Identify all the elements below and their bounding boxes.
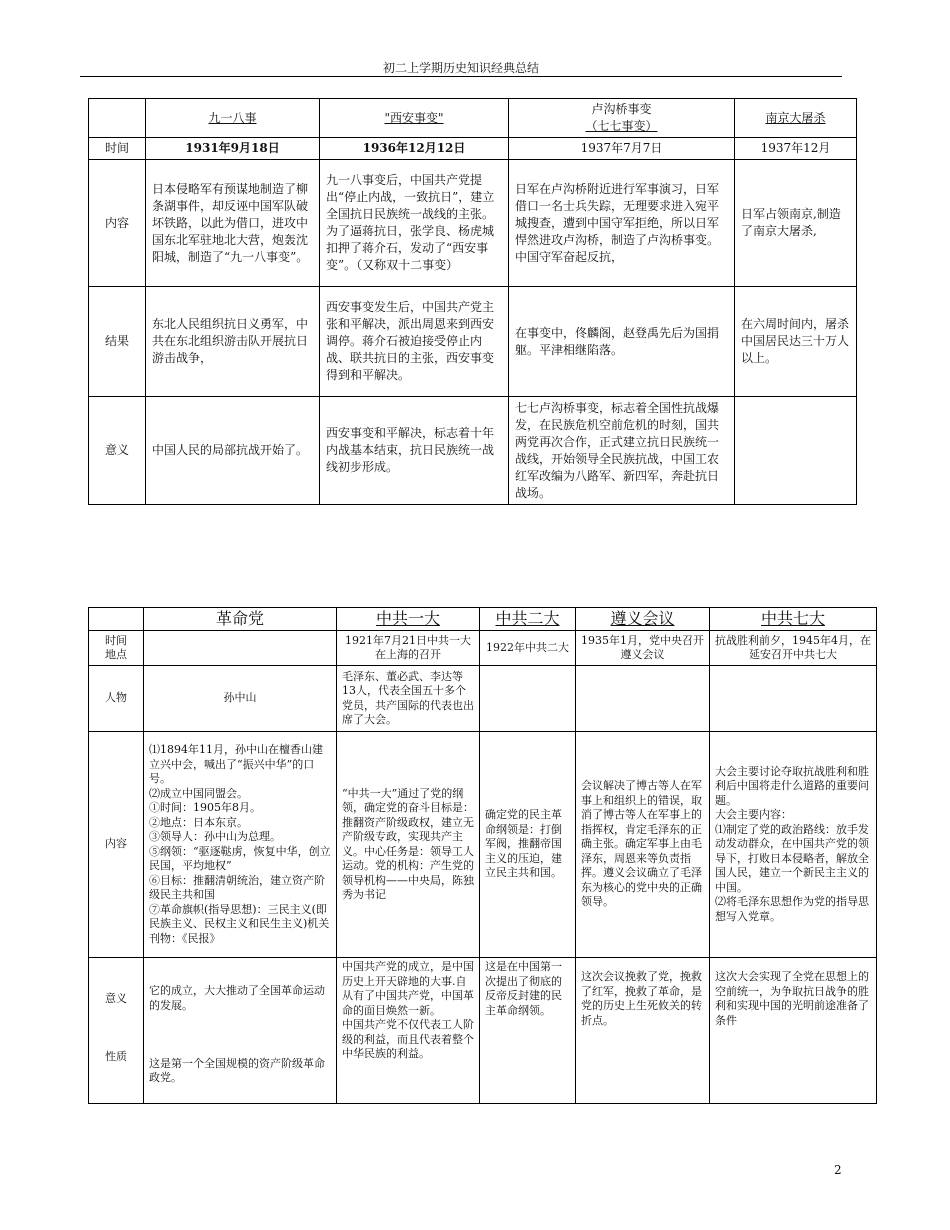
- meaning-cell: 这是在中国第一次提出了彻底的反帝反封建的民主革命纲领。: [480, 958, 576, 1104]
- table1-header-cell: 卢沟桥事变 （七七事变）: [509, 99, 735, 138]
- table1-header-cell: 九一八事: [146, 99, 320, 138]
- meaning-cell: 中国人民的局部抗战开始了。: [146, 397, 320, 505]
- result-cell: 在六周时间内，屠杀中国居民达三十万人以上。: [735, 287, 857, 397]
- meaning-cell: 这次大会实现了全党在思想上的空前统一，为争取抗日战争的胜利和实现中国的光明前途准备了条件: [710, 958, 877, 1104]
- content-cell: 日军在卢沟桥附近进行军事演习，日军借口一名士兵失踪，无理要求进入宛平城搜查，遭到中国守军拒绝，所以日军悍然进攻卢沟桥，制造了卢沟桥事变。中国守军奋起反抗，: [509, 160, 735, 287]
- row-label-result: 结果: [89, 287, 146, 397]
- table1-corner-cell: [89, 99, 146, 138]
- page-header: 初二上学期历史知识经典总结: [382, 61, 539, 75]
- table2-header-cell: 遵义会议: [576, 608, 710, 631]
- time-place-cell: 1922年中共二大: [480, 631, 576, 666]
- meaning-cell: 这次会议挽救了党，挽救了红军，挽救了革命，是党的历史上生死攸关的转折点。: [576, 958, 710, 1104]
- row-label-time-place: 时间 地点: [89, 631, 144, 666]
- content-cell: 九一八事变后，中国共产党提出“停止内战，一致抗日”，建立全国抗日民族统一战线的主张。为了逼蒋抗日，张学良、杨虎城扣押了蒋介石，发动了“西安事变”。（又称双十二事变）: [320, 160, 509, 287]
- people-cell: [710, 666, 877, 732]
- table2-header-cell: 中共七大: [710, 608, 877, 631]
- content-cell: 日本侵略军有预谋地制造了柳条湖事件，却反诬中国军队破坏铁路，以此为借口，进攻中国东北军驻地北大营，炮轰沈阳城，制造了“九一八事变”。: [146, 160, 320, 287]
- content-cell: 大会主要讨论夺取抗战胜利和胜利后中国将走什么道路的重要问题。 大会主要内容： ⑴制定了党的政治路线：放手发动发动群众，在中国共产党的领导下，打败日本侵略者，解放全国人民，建立一个新民主主义的中国。 ⑵将毛泽东思想作为党的指导思想写入党章。: [710, 732, 877, 958]
- time-cell: 1937年12月: [735, 138, 857, 160]
- content-cell: 确定党的民主革命纲领是：打倒军阀，推翻帝国主义的压迫，建立民主共和国。: [480, 732, 576, 958]
- content-cell: “中共一大”通过了党的纲领，确定党的奋斗目标是：推翻资产阶级政权，建立无产阶级专政，实现共产主义。中心任务是：领导工人运动。党的机构：产生党的领导机构——中央局，陈独秀为书记: [337, 732, 480, 958]
- row-label-meaning-nature: 意义 性质: [89, 958, 144, 1104]
- people-cell: [576, 666, 710, 732]
- time-place-cell: 抗战胜利前夕，1945年4月，在延安召开中共七大: [710, 631, 877, 666]
- meaning-cell: 七七卢沟桥事变，标志着全国性抗战爆发，在民族危机空前危机的时刻，国共两党再次合作，正式建立抗日民族统一战线，开始领导全民族抗战，中国工农红军改编为八路军、新四军，奔赴抗日战场。: [509, 397, 735, 505]
- table2-corner-cell: [89, 608, 144, 631]
- war-events-table: [88, 98, 857, 505]
- time-cell: 1931年9月18日: [146, 138, 320, 160]
- table1-header-cell: 南京大屠杀: [735, 99, 857, 138]
- meaning-cell: 西安事变和平解决，标志着十年内战基本结束，抗日民族统一战线初步形成。: [320, 397, 509, 505]
- people-cell: 毛泽东、董必武、李达等13人，代表全国五十多个党员，共产国际的代表也出席了大会。: [337, 666, 480, 732]
- table2-header-cell: 中共二大: [480, 608, 576, 631]
- time-place-cell: [144, 631, 337, 666]
- people-cell: 孙中山: [144, 666, 337, 732]
- time-place-cell: 1935年1月，党中央召开遵义会议: [576, 631, 710, 666]
- content-cell: 会议解决了博古等人在军事上和组织上的错误，取消了博古等人在军事上的指挥权，肯定毛泽东的正确主张。确定军事上由毛泽东，周恩来等负责指挥。遵义会议确立了毛泽东为核心的党中央的正确领导。: [576, 732, 710, 958]
- page-number: 2: [834, 1163, 842, 1177]
- content-cell: 日军占领南京,制造了南京大屠杀,: [735, 160, 857, 287]
- row-label-people: 人物: [89, 666, 144, 732]
- content-cell: ⑴1894年11月，孙中山在檀香山建立兴中会，喊出了“振兴中华”的口号。 ⑵成立中国同盟会。 ①时间：1905年8月。 ②地点：日本东京。 ③领导人：孙中山为总理。 ⑤纲领：“驱逐鞑虏，恢复中华，创立民国，平均地权” ⑥目标：推翻清朝统治，建立资产阶级民主共和国 ⑦革命旗帜(指导思想)：三民主义(即民族主义、民权主义和民生主义)机关刊物：《民报》: [144, 732, 337, 958]
- result-cell: 东北人民组织抗日义勇军，中共在东北组织游击队开展抗日游击战争，: [146, 287, 320, 397]
- row-label-content: 内容: [89, 160, 146, 287]
- row-label-content: 内容: [89, 732, 144, 958]
- meaning-nature-cell: 它的成立，大大推动了全国革命运动的发展。 这是第一个全国规模的资产阶级革命政党。: [144, 958, 337, 1104]
- people-cell: [480, 666, 576, 732]
- time-cell: 1937年7月7日: [509, 138, 735, 160]
- row-label-meaning: 意义: [89, 397, 146, 505]
- meaning-nature-cell: 中国共产党的成立，是中国历史上开天辟地的大事.自从有了中国共产党，中国革命的面目焕然一新。 中国共产党不仅代表工人阶级的利益，而且代表着整个中华民族的利益。: [337, 958, 480, 1104]
- header-rule: [80, 76, 842, 77]
- party-history-table: [88, 607, 877, 1104]
- time-place-cell: 1921年7月21日中共一大在上海的召开: [337, 631, 480, 666]
- row-label-time: 时间: [89, 138, 146, 160]
- meaning-cell: [735, 397, 857, 505]
- result-cell: 西安事变发生后，中国共产党主张和平解决，派出周恩来到西安调停。蒋介石被迫接受停止内战、联共抗日的主张，西安事变得到和平解决。: [320, 287, 509, 397]
- table1-header-cell: "西安事变": [320, 99, 509, 138]
- result-cell: 在事变中，佟麟阁，赵登禹先后为国捐躯。平津相继陷落。: [509, 287, 735, 397]
- table2-header-cell: 革命党: [144, 608, 337, 631]
- table2-header-cell: 中共一大: [337, 608, 480, 631]
- time-cell: 1936年12月12日: [320, 138, 509, 160]
